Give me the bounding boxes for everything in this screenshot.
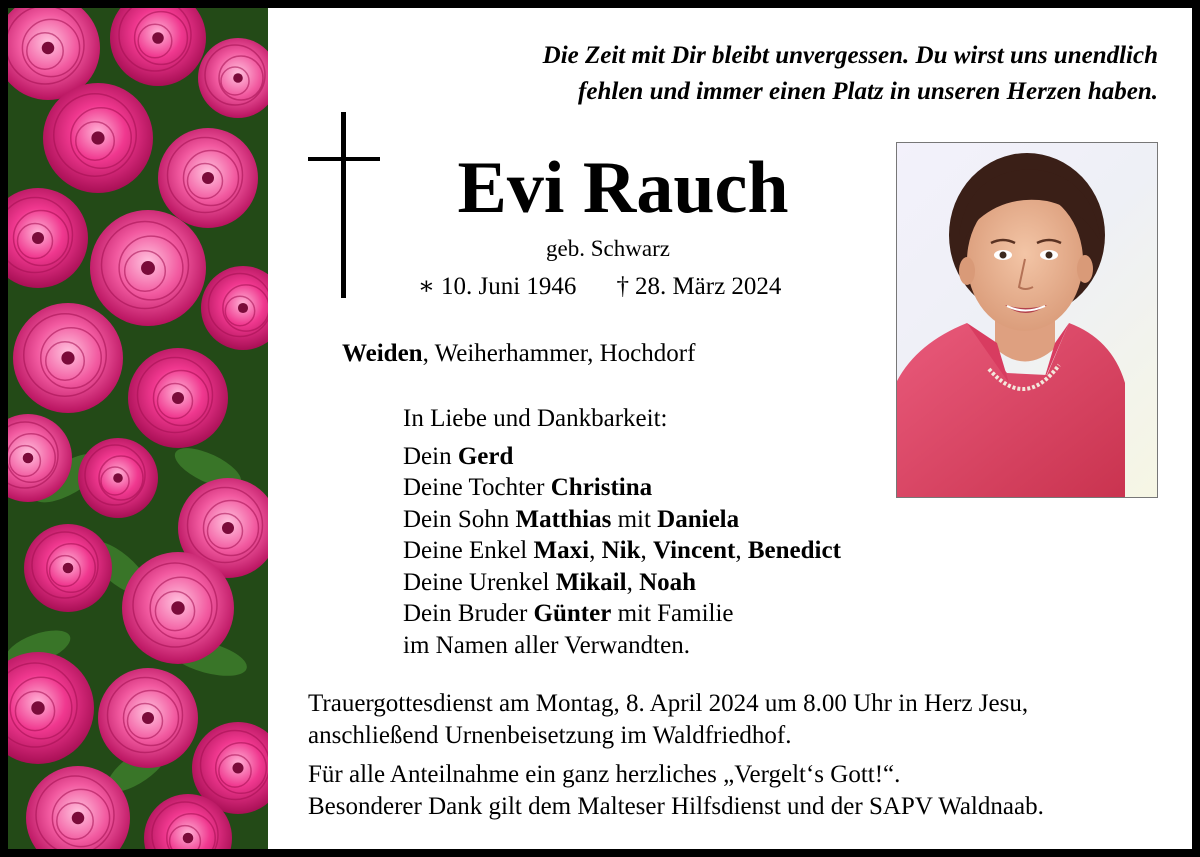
mourner-relation: Deine Tochter xyxy=(403,474,551,501)
mourner-relation: im Namen aller Verwandten. xyxy=(403,631,690,659)
rose-bush-icon xyxy=(8,8,268,849)
death-dagger-icon: † xyxy=(616,273,629,300)
place-primary: Weiden xyxy=(342,340,423,367)
birth-date: 10. Juni 1946 xyxy=(441,273,577,300)
mourner-relation: mit xyxy=(611,505,658,533)
mourner-name: Gerd xyxy=(457,442,514,470)
thanks-line-2: Besonderer Dank gilt dem Malteser Hilfsdienst und der SAPV Waldnaab. xyxy=(308,792,1044,820)
thanks-line-1: Für alle Anteilnahme ein ganz herzliches „Vergelt‘s Gott!“. xyxy=(308,761,901,788)
mourners-heading: In Liebe und Dankbarkeit: xyxy=(403,405,668,432)
mourner-row xyxy=(403,567,923,599)
mourner-row xyxy=(403,504,923,536)
latin-cross-icon xyxy=(308,112,380,298)
mourner-name: Noah xyxy=(639,568,697,596)
mourner-row xyxy=(403,630,923,662)
mourner-relation: Deine Urenkel xyxy=(403,568,556,596)
mourner-name: Günter xyxy=(533,600,612,627)
mourners-rows xyxy=(403,441,923,662)
mourner-name: Daniela xyxy=(657,505,740,533)
funeral-service-info xyxy=(308,688,1168,751)
mourner-row xyxy=(403,472,923,504)
mourner-name: Nik xyxy=(601,537,641,564)
mourners-list xyxy=(403,403,923,661)
birth-star-icon: ∗ xyxy=(418,273,435,300)
mourner-row xyxy=(403,598,923,630)
portrait-icon xyxy=(897,143,1158,498)
mourner-relation: Deine Enkel xyxy=(403,537,534,564)
rose-bush-image xyxy=(8,8,268,849)
place-rest: , Weiherhammer, Hochdorf xyxy=(422,340,696,367)
mourner-relation: , xyxy=(735,537,748,564)
mourner-relation: Dein xyxy=(403,442,458,470)
memorial-quote xyxy=(358,38,1158,110)
mourner-name: Benedict xyxy=(747,537,841,564)
places-line xyxy=(342,338,842,370)
mourner-relation: Dein Bruder xyxy=(403,600,534,627)
mourner-name: Matthias xyxy=(515,505,612,533)
thanks-note xyxy=(308,759,1168,822)
mourner-relation: , xyxy=(640,537,653,564)
maiden-name: geb. Schwarz xyxy=(546,236,670,261)
life-dates xyxy=(418,271,858,303)
mourner-name: Christina xyxy=(550,474,653,501)
service-line-2: anschließend Urnenbeisetzung im Waldfriedhof. xyxy=(308,721,792,749)
mourner-relation: , xyxy=(589,537,602,564)
service-line-1: Trauergottesdienst am Montag, 8. April 2024 um 8.00 Uhr in Herz Jesu, xyxy=(308,690,1029,717)
quote-line-1: Die Zeit mit Dir bleibt unvergessen. Du wirst uns unendlich xyxy=(542,42,1158,69)
mourner-name: Maxi xyxy=(533,537,590,564)
mourner-relation: Dein Sohn xyxy=(403,505,516,533)
mourner-row xyxy=(403,535,923,567)
mourner-row xyxy=(403,441,923,473)
quote-line-2: fehlen und immer einen Platz in unseren Herzen haben. xyxy=(578,78,1158,105)
death-date: 28. März 2024 xyxy=(634,273,782,300)
mourner-relation: , xyxy=(626,568,640,596)
mourner-name: Vincent xyxy=(652,537,736,564)
portrait-photo xyxy=(896,142,1158,498)
mourner-name: Mikail xyxy=(555,568,627,596)
deceased-name: Evi Rauch xyxy=(457,147,789,229)
mourner-relation: mit Familie xyxy=(611,600,734,627)
